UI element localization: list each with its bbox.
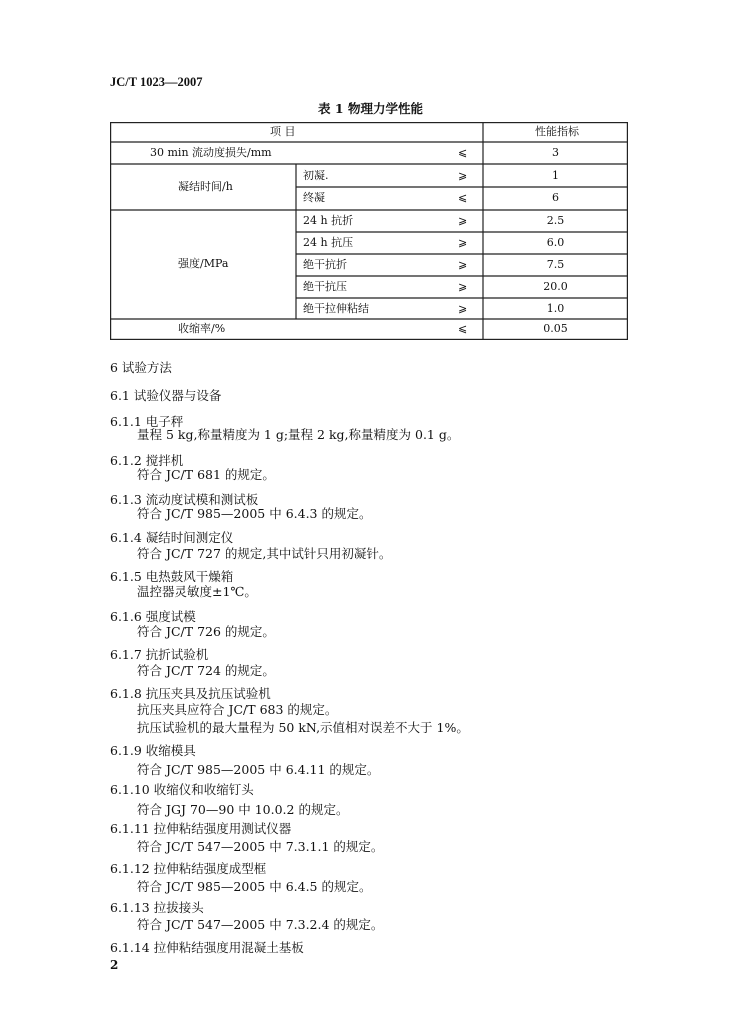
header-indicator: 性能指标	[535, 125, 579, 138]
section-heading: 6.1.3 流动度试模和测试板	[110, 492, 259, 507]
strength-sub-value: 2.5	[546, 214, 565, 227]
section-heading: 6.1.4 凝结时间测定仪	[110, 530, 234, 545]
section-heading: 6.1.14 拉伸粘结强度用混凝土基板	[110, 940, 304, 955]
section-heading: 6.1.13 拉拔接头	[110, 900, 204, 915]
section-heading: 6.1.6 强度试模	[110, 609, 196, 624]
initial-set-symbol: ⩾	[458, 169, 468, 182]
flow-loss-label: 30 min 流动度损失/mm	[150, 146, 272, 159]
initial-set-value: 1	[552, 169, 559, 182]
section-heading: 6.1 试验仪器与设备	[110, 388, 222, 403]
section-heading: 6.1.1 电子秤	[110, 414, 184, 429]
section-heading: 6.1.9 收缩模具	[110, 743, 196, 758]
section-paragraph: 量程 5 kg,称量精度为 1 g;量程 2 kg,称量精度为 0.1 g。	[137, 427, 460, 442]
section-paragraph: 符合 JC/T 681 的规定。	[137, 467, 275, 482]
strength-sub-label: 绝干拉伸粘结	[303, 302, 369, 315]
section-paragraph: 符合 JC/T 727 的规定,其中试针只用初凝针。	[137, 546, 392, 561]
section-paragraph: 符合 JC/T 724 的规定。	[137, 663, 275, 678]
physical-mechanical-properties-table	[110, 122, 628, 340]
section-paragraph: 抗压试验机的最大量程为 50 kN,示值相对误差不大于 1%。	[137, 720, 469, 735]
shrinkage-label: 收缩率/%	[178, 322, 226, 335]
initial-set-label: 初凝.	[303, 169, 329, 182]
strength-sub-symbol: ⩾	[458, 214, 468, 227]
page-number: 2	[110, 958, 119, 972]
strength-sub-symbol: ⩾	[458, 302, 468, 315]
strength-sub-symbol: ⩾	[458, 258, 468, 271]
section-heading: 6 试验方法	[110, 360, 172, 375]
section-paragraph: 抗压夹具应符合 JC/T 683 的规定。	[137, 702, 338, 717]
section-heading: 6.1.10 收缩仪和收缩钉头	[110, 782, 254, 797]
strength-sub-value: 6.0	[546, 236, 565, 249]
section-paragraph: 符合 JC/T 547—2005 中 7.3.2.4 的规定。	[137, 917, 384, 932]
section-paragraph: 符合 JGJ 70—90 中 10.0.2 的规定。	[137, 802, 349, 817]
header-item: 项 目	[270, 125, 296, 138]
table-caption: 表 1 物理力学性能	[318, 101, 423, 116]
strength-sub-label: 24 h 抗折	[303, 214, 354, 227]
section-paragraph: 符合 JC/T 985—2005 中 6.4.5 的规定。	[137, 879, 372, 894]
standard-code-header: JC/T 1023—2007	[110, 75, 203, 89]
flow-loss-symbol: ⩽	[458, 146, 468, 159]
section-heading: 6.1.5 电热鼓风干燥箱	[110, 569, 234, 584]
strength-sub-value: 1.0	[546, 302, 565, 315]
section-heading: 6.1.12 拉伸粘结强度成型框	[110, 861, 267, 876]
section-paragraph: 符合 JC/T 985—2005 中 6.4.3 的规定。	[137, 506, 372, 521]
final-set-label: 终凝	[303, 191, 325, 204]
section-paragraph: 温控器灵敏度±1℃。	[137, 584, 257, 599]
section-paragraph: 符合 JC/T 547—2005 中 7.3.1.1 的规定。	[137, 839, 384, 854]
section-paragraph: 符合 JC/T 985—2005 中 6.4.11 的规定。	[137, 762, 380, 777]
shrinkage-value: 0.05	[543, 322, 568, 335]
section-heading: 6.1.2 搅拌机	[110, 453, 184, 468]
strength-sub-label: 24 h 抗压	[303, 236, 354, 249]
strength-sub-value: 7.5	[546, 258, 565, 271]
flow-loss-value: 3	[552, 146, 559, 159]
shrinkage-symbol: ⩽	[458, 322, 468, 335]
final-set-symbol: ⩽	[458, 191, 468, 204]
section-paragraph: 符合 JC/T 726 的规定。	[137, 624, 275, 639]
strength-label: 强度/MPa	[178, 257, 229, 270]
strength-sub-symbol: ⩾	[458, 236, 468, 249]
strength-sub-value: 20.0	[543, 280, 568, 293]
section-heading: 6.1.7 抗折试验机	[110, 647, 209, 662]
strength-sub-label: 绝干抗折	[303, 258, 347, 271]
strength-sub-label: 绝干抗压	[303, 280, 347, 293]
strength-sub-symbol: ⩾	[458, 280, 468, 293]
section-heading: 6.1.11 拉伸粘结强度用测试仪器	[110, 821, 292, 836]
final-set-value: 6	[552, 191, 559, 204]
section-heading: 6.1.8 抗压夹具及抗压试验机	[110, 686, 271, 701]
set-time-label: 凝结时间/h	[178, 180, 233, 193]
